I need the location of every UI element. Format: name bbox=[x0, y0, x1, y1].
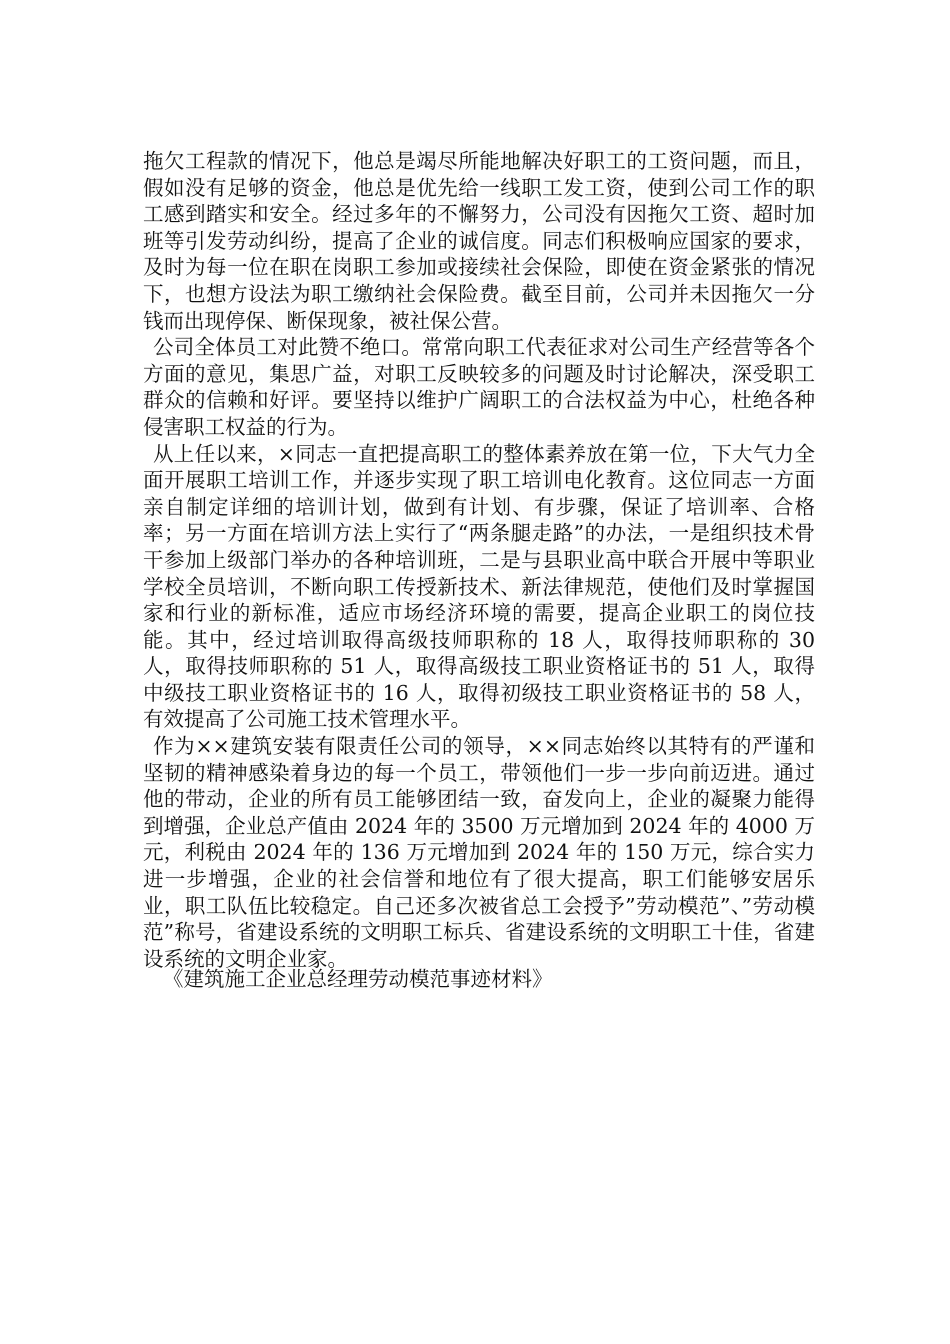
document-title: 《建筑施工企业总经理劳动模范事迹材料》 bbox=[163, 967, 553, 991]
paragraph-2: 公司全体员工对此赞不绝口。常常向职工代表征求对公司生产经营等各个方面的意见，集思广益，对职工反映较多的问题及时讨论解决，深受职工群众的信赖和好评。要坚持以维护广阔职工的合法权益为中心，杜绝各种侵害职工权益的行为。 bbox=[143, 335, 815, 439]
document-body bbox=[143, 148, 815, 972]
paragraph-3: 从上任以来，×同志一直把提高职工的整体素养放在第一位，下大气力全面开展职工培训工作，并逐步实现了职工培训电化教育。这位同志一方面亲自制定详细的培训计划，做到有计划、有步骤，保证了培训率、合格率；另一方面在培训方法上实行了“两条腿走路”的办法，一是组织技术骨干参加上级部门举办的各种培训班，二是与县职业高中联合开展中等职业学校全员培训，不断向职工传授新技术、新法律规范，使他们及时掌握国家和行业的新标准，适应市场经济环境的需要，提高企业职工的岗位技能。其中，经过培训取得高级技师职称的 18 人，取得技师职称的 30 人，取得技师职称的 51 人，取得高级技工职业资格证书的 51 人，取得中级技工职业资格证书的 16 人，取得初级技工职业资格证书的 58 人，有效提高了公司施工技术管理水平。 bbox=[143, 441, 815, 732]
paragraph-1: 拖欠工程款的情况下，他总是竭尽所能地解决好职工的工资问题，而且，假如没有足够的资金，他总是优先给一线职工发工资，使到公司工作的职工感到踏实和安全。经过多年的不懈努力，公司没有因拖欠工资、超时加班等引发劳动纠纷，提高了企业的诚信度。同志们积极响应国家的要求，及时为每一位在职在岗职工参加或接续社会保险，即使在资金紧张的情况下，也想方设法为职工缴纳社会保险费。截至目前，公司并未因拖欠一分钱而出现停保、断保现象，被社保公营。 bbox=[143, 149, 815, 333]
paragraph-4: 作为××建筑安装有限责任公司的领导，××同志始终以其特有的严谨和坚韧的精神感染着身边的每一个员工，带领他们一步一步向前迈进。通过他的带动，企业的所有员工能够团结一致，奋发向上，企业的凝聚力能得到增强，企业总产值由 2024 年的 3500 万元增加到 2024 年的 4000 万元，利税由 2024 年的 136 万元增加到 2024 年的 150 万元，综合实力进一步增强，企业的社会信誉和地位有了很大提高，职工们能够安居乐业，职工队伍比较稳定。自己还多次被省总工会授予”劳动模范”、”劳动模范”称号，省建设系统的文明职工标兵、省建设系统的文明职工十佳，省建设系统的文明企业家。 bbox=[143, 734, 815, 971]
